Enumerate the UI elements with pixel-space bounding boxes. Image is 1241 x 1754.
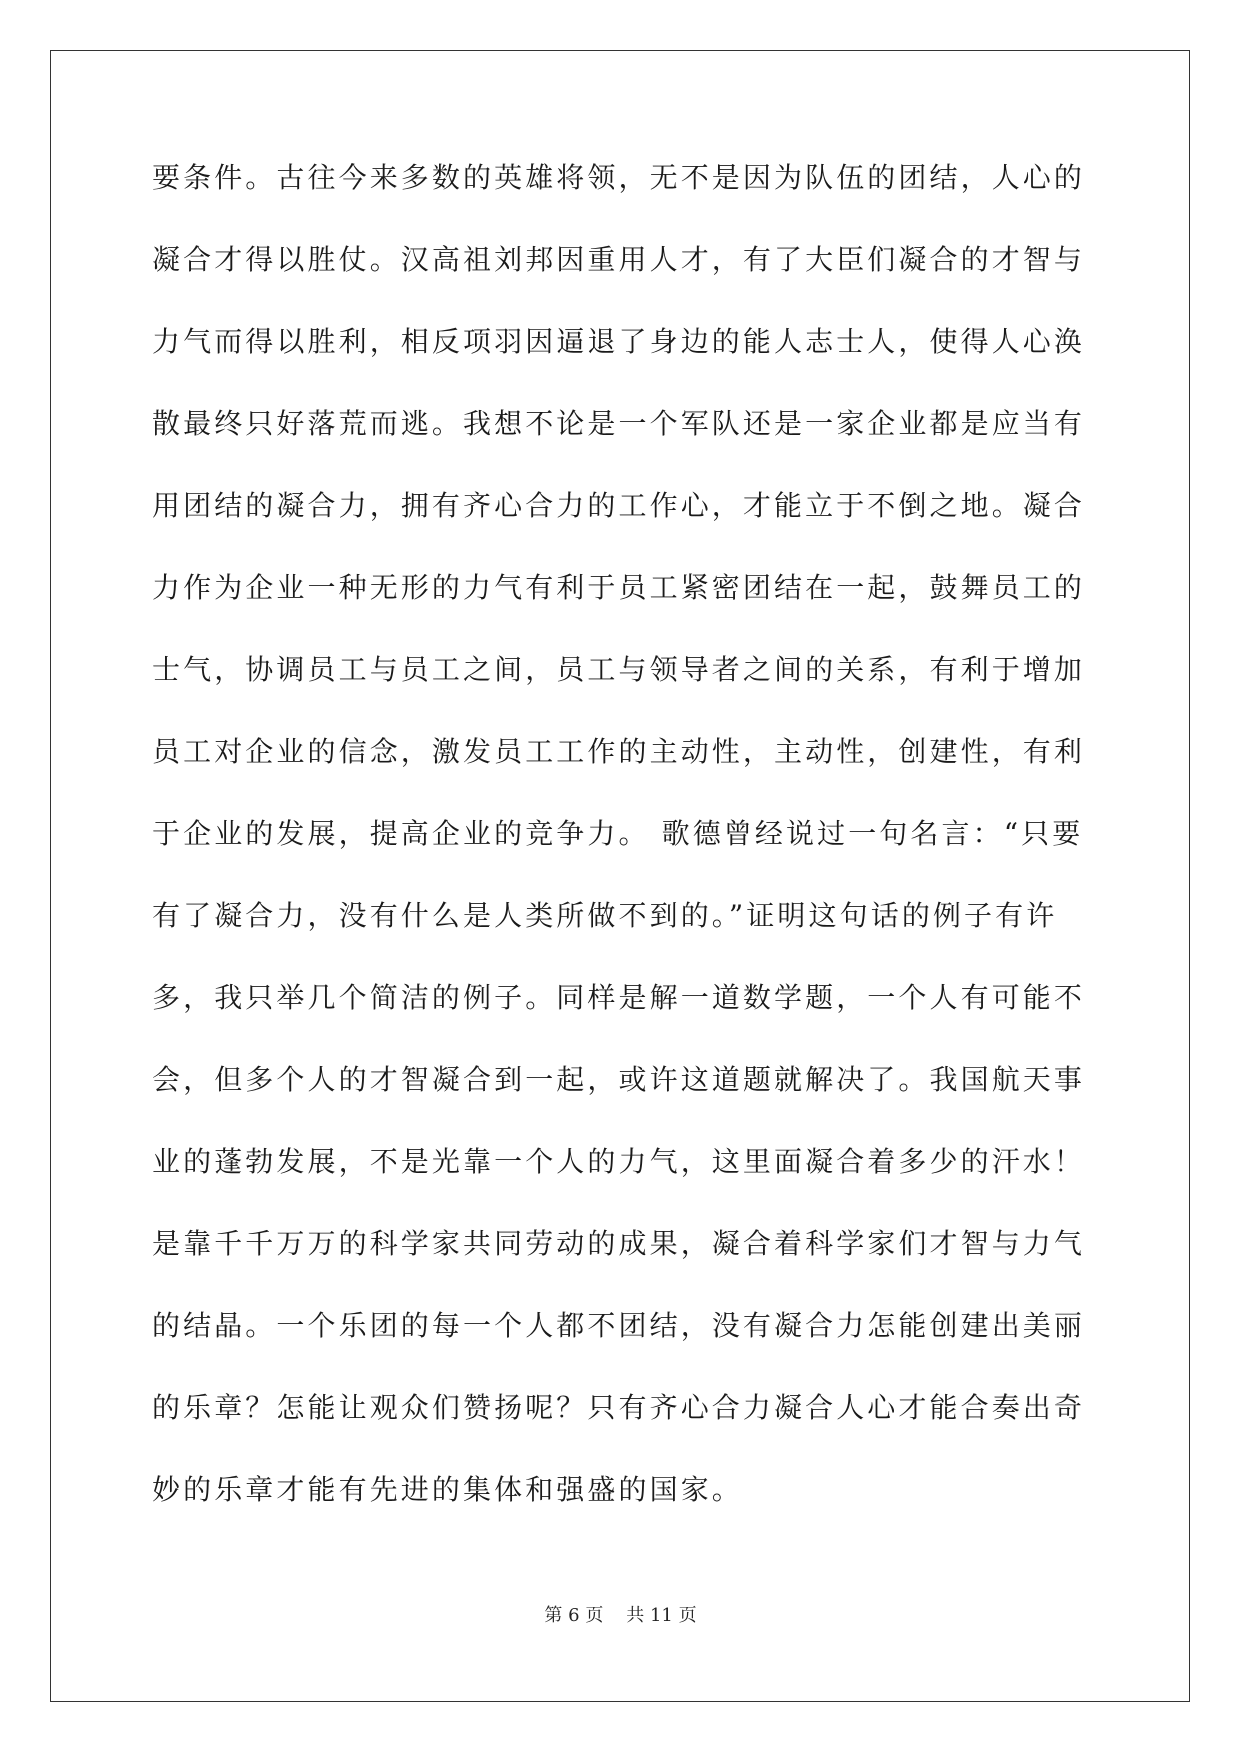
text-line: 业的蓬勃发展，不是光靠一个人的力气，这里面凝合着多少的汗水！ [152,1145,1086,1178]
text-line: 会，但多个人的才智凝合到一起，或许这道题就解决了。我国航天事 [152,1063,1086,1096]
text-line: 妙的乐章才能有先进的集体和强盛的国家。 [152,1473,743,1506]
text-line: 力气而得以胜利，相反项羽因逼退了身边的能人志士人，使得人心涣 [152,325,1086,358]
page-total: 共 11 页 [626,1605,697,1626]
text-line: 的结晶。一个乐团的每一个人都不团结，没有凝合力怎能创建出美丽 [152,1309,1086,1342]
text-line: 的乐章？怎能让观众们赞扬呢？只有齐心合力凝合人心才能合奏出奇 [152,1391,1086,1424]
text-line: 力作为企业一种无形的力气有利于员工紧密团结在一起，鼓舞员工的 [152,571,1086,604]
text-line: 要条件。古往今来多数的英雄将领，无不是因为队伍的团结，人心的 [152,161,1086,194]
page-footer [0,1604,1241,1628]
text-line: 多，我只举几个简洁的例子。同样是解一道数学题，一个人有可能不 [152,981,1086,1014]
text-line: 是靠千千万万的科学家共同劳动的成果，凝合着科学家们才智与力气 [152,1227,1086,1260]
text-line: 于企业的发展，提高企业的竞争力。 歌德曾经说过一句名言：“只要 [152,817,1084,850]
text-line: 散最终只好落荒而逃。我想不论是一个军队还是一家企业都是应当有 [152,407,1086,440]
text-line: 凝合才得以胜仗。汉高祖刘邦因重用人才，有了大臣们凝合的才智与 [152,243,1086,276]
document-body [152,153,1092,1547]
text-line: 员工对企业的信念，激发员工工作的主动性，主动性，创建性，有利 [152,735,1086,768]
text-line: 有了凝合力，没有什么是人类所做不到的。”证明这句话的例子有许 [152,899,1058,932]
text-line: 士气，协调员工与员工之间，员工与领导者之间的关系，有利于增加 [152,653,1086,686]
text-line: 用团结的凝合力，拥有齐心合力的工作心，才能立于不倒之地。凝合 [152,489,1086,522]
page-number: 第 6 页 [544,1605,604,1626]
